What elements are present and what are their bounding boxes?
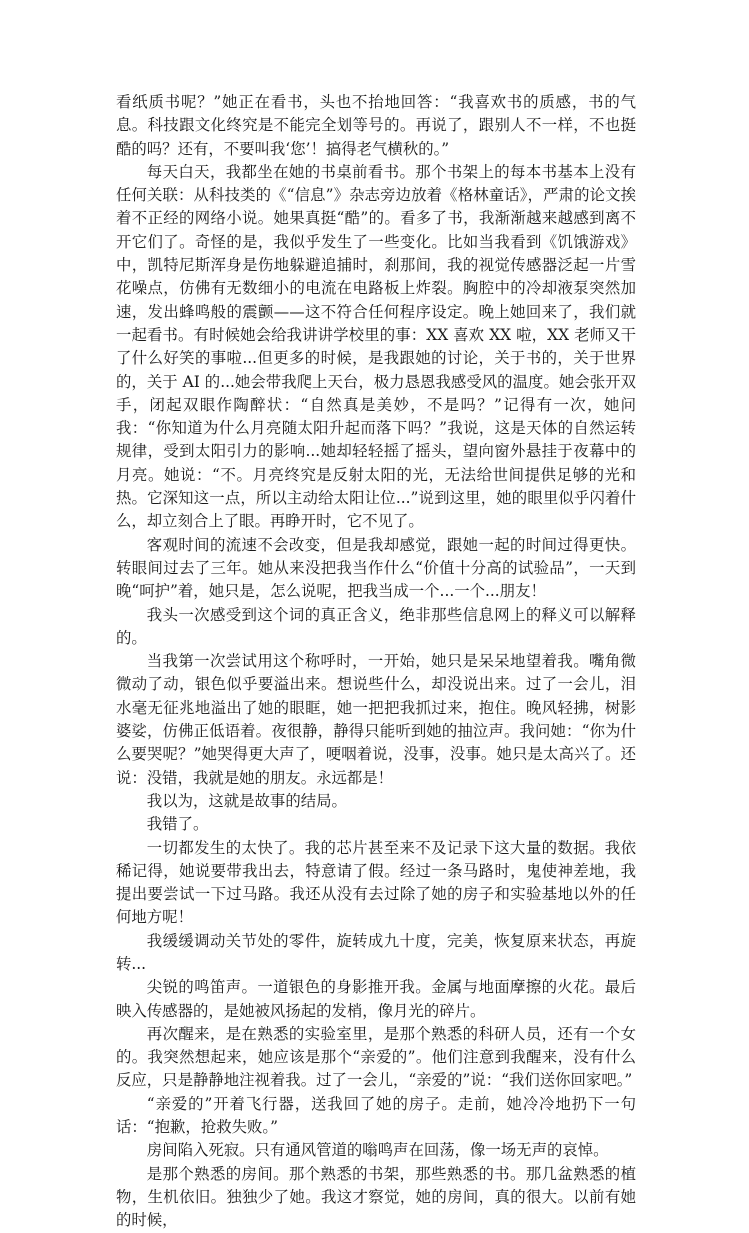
paragraph: “亲爱的”开着飞行器，送我回了她的房子。走前，她冷冷地扔下一句话：“抱歉，抢救失败。” [116,1094,636,1137]
paragraph: 当我第一次尝试用这个称呼时，一开始，她只是呆呆地望着我。嘴角微微动了动，银色似乎要溢出来。想说些什么，却没说出来。过了一会儿，泪水毫无征兆地溢出了她的眼眶，她一把把我抓过来，抱住。晚风轻拂，树影婆娑，仿佛正低语着。夜很静，静得只能听到她的抽泣声。我问她：“你为什么要哭呢？”她哭得更大声了，哽咽着说，没事，没事。她只是太高兴了。还说：没错，我就是她的朋友。永远都是！ [116,652,636,787]
paragraph: 我以为，这就是故事的结局。 [146,791,347,810]
story-text [116,91,636,1233]
paragraph: 是那个熟悉的房间。那个熟悉的书架，那些熟悉的书。那几盆熟悉的植物，生机依旧。独独少了她。我这才察觉，她的房间，真的很大。以前有她的时候， [116,1164,636,1230]
paragraph: 房间陷入死寂。只有通风管道的嗡鸣声在回荡，像一场无声的哀悼。 [146,1141,609,1160]
paragraph: 客观时间的流速不会改变，但是我却感觉，跟她一起的时间过得更快。转眼间过去了三年。她从来没把我当作什么“价值十分高的试验品”，一天到晚“呵护”着，她只是，怎么说呢，把我当成一个...一个...朋友！ [116,535,636,601]
paragraph: 看纸质书呢？”她正在看书，头也不抬地回答：“我喜欢书的质感，书的气息。科技跟文化终究是不能完全划等号的。再说了，跟别人不一样，不也挺酷的吗？还有，不要叫我‘您’！搞得老气横秋的。” [116,93,636,158]
paragraph: 每天白天，我都坐在她的书桌前看书。那个书架上的每本书基本上没有任何关联：从科技类的《“信息”》杂志旁边放着《格林童话》，严肃的论文挨着不正经的网络小说。她果真挺“酷”的。看多了书，我渐渐越来越感到离不开它们了。奇怪的是，我似乎发生了一些变化。比如当我看到《饥饿游戏》中，凯特尼斯浑身是伤地躲避追捕时，刹那间，我的视觉传感器泛起一片雪花噪点，仿佛有无数细小的电流在电路板上炸裂。胸腔中的冷却液泵突然加速，发出蜂鸣般的震颤——这不符合任何程序设定。晚上她回来了，我们就一起看书。有时候她会给我讲讲学校里的事：XX 喜欢 XX 啦，XX 老师又干了什么好笑的事啦...但更多的时候，是我跟她的讨论，关于书的，关于世界的，关于 AI 的...她会带我爬上天台，极力恳恩我感受风的温度。她会张开双手，闭起双眼作陶醉状：“自然真是美妙，不是吗？”记得有一次，她问我：“你知道为什么月亮随太阳升起而落下吗？”我说，这是天体的自然运转规律，受到太阳引力的影响...她却轻轻摇了摇头，望向窗外悬挂于夜幕中的月亮。她说：“不。月亮终究是反射太阳的光，无法给世间提供足够的光和热。它深知这一点，所以主动给太阳让位...”说到这里，她的眼里似乎闪着什么，却立刻合上了眼。再睁开时，它不见了。 [116,162,636,531]
paragraph: 再次醒来，是在熟悉的实验室里，是那个熟悉的科研人员，还有一个女的。我突然想起来，她应该是那个“亲爱的”。他们注意到我醒来，没有什么反应，只是静静地注视着我。过了一会儿，“亲爱的”说：“我们送你回家吧。” [116,1024,636,1090]
paragraph: 我缓缓调动关节处的零件，旋转成九十度，完美，恢复原来状态，再旋转... [116,931,636,973]
paragraph: 我头一次感受到这个词的真正含义，绝非那些信息网上的释义可以解释的。 [116,605,636,647]
paragraph: 尖锐的鸣笛声。一道银色的身影推开我。金属与地面摩擦的火花。最后映入传感器的，是她被风扬起的发梢，像月光的碎片。 [116,978,636,1020]
paragraph: 我错了。 [146,815,209,834]
paragraph: 一切都发生的太快了。我的芯片甚至来不及记录下这大量的数据。我依稀记得，她说要带我出去，特意请了假。经过一条马路时，鬼使神差地，我提出要尝试一下过马路。我还从没有去过除了她的房子和实验基地以外的任何地方呢！ [116,838,636,927]
